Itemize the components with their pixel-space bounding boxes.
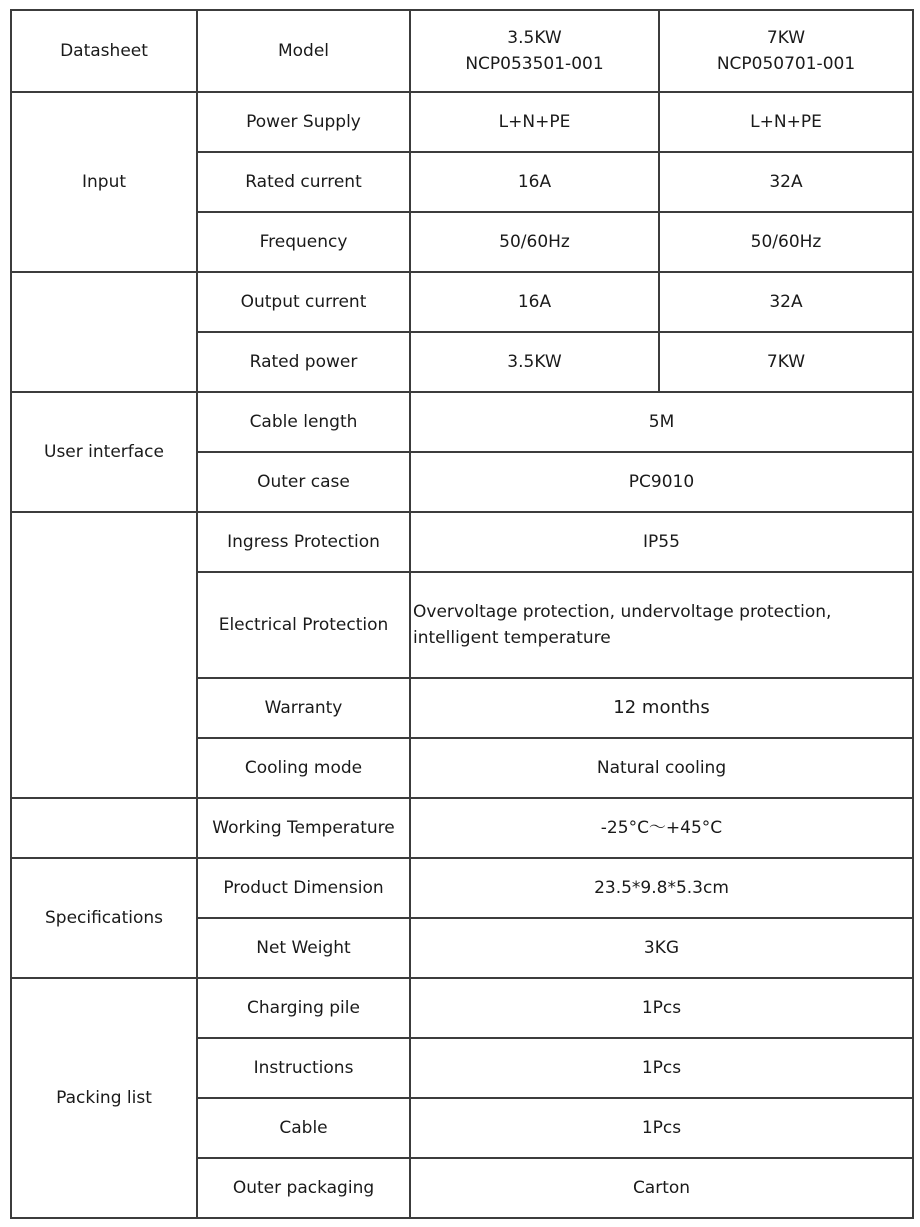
row-label: Warranty	[197, 678, 410, 738]
table-row	[11, 272, 913, 332]
group-output-empty	[11, 272, 197, 392]
row-value: Carton	[410, 1158, 913, 1218]
row-label: Cooling mode	[197, 738, 410, 798]
table-row	[11, 392, 913, 452]
model-code-7kw: NCP050701-001	[716, 54, 856, 74]
row-label: Instructions	[197, 1038, 410, 1098]
row-label: Working Temperature	[197, 798, 410, 858]
row-label: Product Dimension	[197, 858, 410, 918]
datasheet-table	[10, 9, 914, 1219]
row-label: Power Supply	[197, 92, 410, 152]
electrical-protection-line1: Overvoltage protection, undervoltage protection,	[413, 602, 832, 622]
row-value: 50/60Hz	[659, 212, 913, 272]
header-row	[11, 10, 913, 92]
electrical-protection-value	[410, 572, 913, 678]
row-value: 1Pcs	[410, 1038, 913, 1098]
model-code-3-5kw: NCP053501-001	[465, 54, 604, 74]
model-power-7kw: 7KW	[766, 28, 806, 48]
row-value: 12 months	[410, 678, 913, 738]
header-model-3-5kw	[410, 10, 659, 92]
table-row	[11, 798, 913, 858]
group-input: Input	[11, 92, 197, 272]
row-value: 1Pcs	[410, 978, 913, 1038]
table-row	[11, 978, 913, 1038]
row-value: IP55	[410, 512, 913, 572]
table-row	[11, 512, 913, 572]
row-value: 3.5KW	[410, 332, 659, 392]
table-row	[11, 858, 913, 918]
row-label: Frequency	[197, 212, 410, 272]
row-label: Cable length	[197, 392, 410, 452]
row-value: L+N+PE	[659, 92, 913, 152]
row-label: Electrical Protection	[197, 572, 410, 678]
row-label: Ingress Protection	[197, 512, 410, 572]
group-specifications: Specifications	[11, 858, 197, 978]
table-row	[11, 92, 913, 152]
row-label: Outer case	[197, 452, 410, 512]
row-value: 3KG	[410, 918, 913, 978]
row-label: Net Weight	[197, 918, 410, 978]
group-temperature-empty	[11, 798, 197, 858]
row-value: 16A	[410, 272, 659, 332]
electrical-protection-line2: intelligent temperature	[413, 628, 611, 648]
group-packing-list: Packing list	[11, 978, 197, 1218]
header-model: Model	[197, 10, 410, 92]
row-value: L+N+PE	[410, 92, 659, 152]
row-value: 50/60Hz	[410, 212, 659, 272]
row-value: 1Pcs	[410, 1098, 913, 1158]
row-value: 23.5*9.8*5.3cm	[410, 858, 913, 918]
header-model-7kw	[659, 10, 913, 92]
row-label: Rated power	[197, 332, 410, 392]
row-value: 5M	[410, 392, 913, 452]
group-user-interface: User interface	[11, 392, 197, 512]
row-label: Output current	[197, 272, 410, 332]
row-value: Natural cooling	[410, 738, 913, 798]
row-value: PC9010	[410, 452, 913, 512]
header-datasheet: Datasheet	[11, 10, 197, 92]
row-label: Charging pile	[197, 978, 410, 1038]
row-label: Cable	[197, 1098, 410, 1158]
row-value: 32A	[659, 152, 913, 212]
row-value: 32A	[659, 272, 913, 332]
row-value: 7KW	[659, 332, 913, 392]
group-protection-empty	[11, 512, 197, 798]
row-value: -25°C～+45°C	[410, 798, 913, 858]
row-label: Outer packaging	[197, 1158, 410, 1218]
row-label: Rated current	[197, 152, 410, 212]
row-value: 16A	[410, 152, 659, 212]
model-power-3-5kw: 3.5KW	[507, 28, 562, 48]
